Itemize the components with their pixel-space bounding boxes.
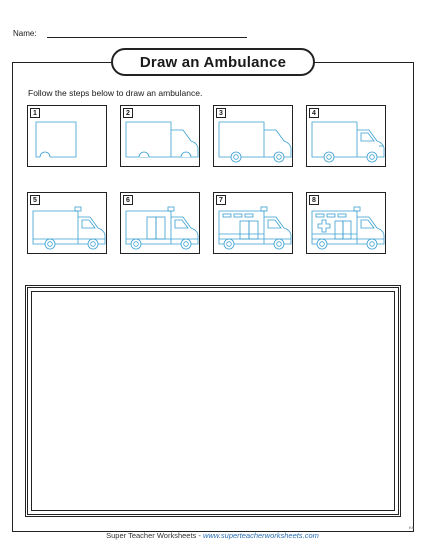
title-banner — [111, 48, 315, 76]
name-line[interactable] — [47, 37, 247, 38]
step-2-panel — [120, 105, 200, 167]
step-number: 3 — [216, 108, 226, 118]
step-6-panel — [120, 192, 200, 254]
step-8-panel — [306, 192, 386, 254]
step-3-panel — [213, 105, 293, 167]
drawing-area[interactable] — [25, 285, 401, 517]
step-number: 6 — [123, 195, 133, 205]
name-label: Name: — [13, 29, 37, 38]
page-title: Draw an Ambulance — [139, 53, 287, 71]
step-1-drawing — [28, 106, 108, 168]
footer — [0, 531, 425, 540]
step-number: 5 — [30, 195, 40, 205]
drawing-area-inner-border — [31, 291, 395, 511]
step-7-drawing — [214, 193, 294, 255]
instructions-text: Follow the steps below to draw an ambulance. — [28, 88, 203, 98]
step-2-drawing — [121, 106, 201, 168]
step-number: 7 — [216, 195, 226, 205]
step-5-panel — [27, 192, 107, 254]
corner-mark: KS — [409, 525, 415, 530]
step-3-drawing — [214, 106, 294, 168]
step-8-drawing — [307, 193, 387, 255]
footer-url-link[interactable]: www.superteacherworksheets.com — [202, 531, 319, 540]
step-6-drawing — [121, 193, 201, 255]
step-5-drawing — [28, 193, 108, 255]
step-4-panel — [306, 105, 386, 167]
step-number: 2 — [123, 108, 133, 118]
step-number: 1 — [30, 108, 40, 118]
step-number: 8 — [309, 195, 319, 205]
footer-site-name: Super Teacher Worksheets — [106, 531, 197, 540]
step-4-drawing — [307, 106, 387, 168]
step-1-panel — [27, 105, 107, 167]
footer-separator: - — [196, 531, 203, 540]
step-7-panel — [213, 192, 293, 254]
step-number: 4 — [309, 108, 319, 118]
